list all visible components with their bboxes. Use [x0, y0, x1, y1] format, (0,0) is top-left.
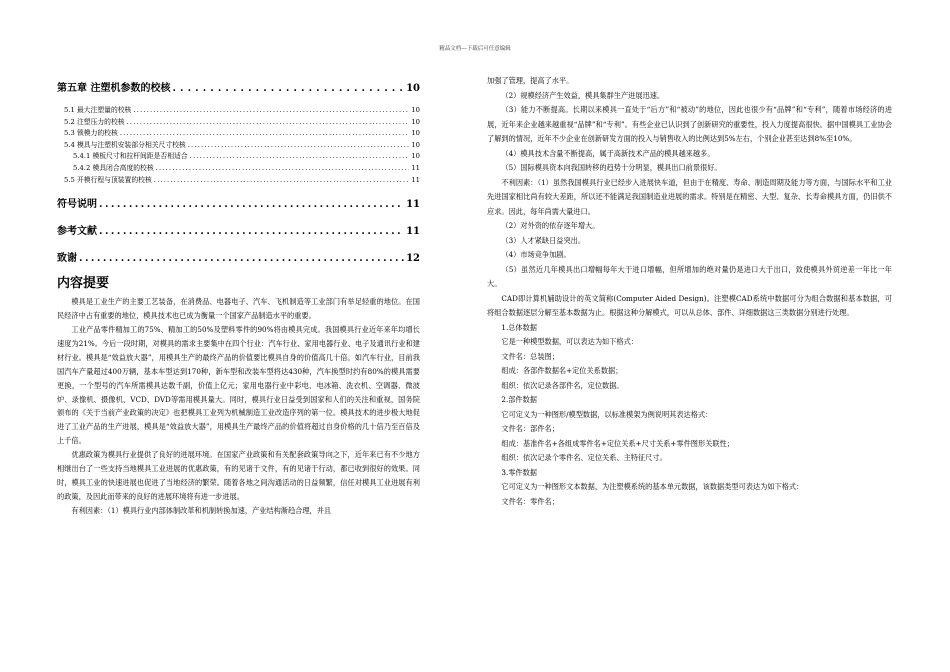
toc-section[interactable] — [57, 174, 420, 186]
body-paragraph: 它是一种模型数据，可以表达为如下格式： — [501, 337, 638, 346]
toc-page: 11 — [406, 199, 420, 211]
body-paragraph: 文件名：零件名； — [501, 496, 559, 506]
body-paragraph: 3.零件数据 — [501, 467, 537, 477]
body-paragraph: 工业产品零件精加工的75%、精加工的50%及塑料零件的90%将由模具完成。我国模具行业近年来年均增长速度为21%。今后一段时期，对模具的需求主要集中在四个行业：汽车行业、家用电器行业、电子及通讯行业和建材行业。模具是“效益放大器”，用模具生产的最终产品的价值要比模具自身的价值高几十倍。如汽车行业，目前我国汽车产量超过400万辆，基本车型达到170种，新车型和改装车型将达430种，汽车换型时约有80%的模具需要更换，一个型号的汽车所需模具达数千副，价值上亿元；家用电器行业中彩电、电冰箱、洗衣机、空调器、微波炉、录像机、摄像机、VCD、DVD等需用模具量大。同时，模具行业日益受到国家和人们的关注和重视，国务院颁布的《关于当前产业政策的决定》也把模具工业列为机械制造工业改造序列的第一位。模具技术的进步极大地促进了工业产品的生产进展，模具是“效益放大器”，用模具生产最终产品的价值将超过自身价格的几十倍乃至百倍及上千倍。 — [57, 324, 420, 446]
toc-title: 5.2 注塑压力的校核 — [64, 117, 125, 126]
toc-title: 5.4.1 模板尺寸和拉杆间距是否相适合 — [73, 152, 188, 161]
toc-leader — [79, 253, 404, 264]
body-paragraph: （5）虽然近几年模具出口增幅每年大于进口增幅，但所增加的绝对量仍是进口大于出口，致使模具外贸逆差一年比一年大。 — [487, 264, 892, 288]
toc-leader — [190, 152, 410, 160]
toc-subsection[interactable] — [57, 162, 420, 174]
left-column — [57, 79, 420, 518]
body-paragraph: 它可定义为一种图形/模型数据，以标准模架为例说明其表达格式： — [501, 409, 713, 419]
toc-references[interactable] — [57, 222, 420, 237]
toc-page: 11 — [411, 175, 420, 184]
toc-title: 参考文献 — [57, 226, 97, 238]
toc-leader — [99, 199, 404, 210]
body-paragraph: 它可定义为一种图形文本数据，为注塑模系统的基本单元数据，该数据类型可表达为如下格式： — [501, 482, 804, 491]
body-paragraph: （2）对外资的依存逐年增大。 — [501, 221, 600, 230]
body-paragraph: 1.总体数据 — [501, 322, 537, 332]
body-paragraph: （2）规模经济产生效益，模具集群生产进展迅速。 — [501, 90, 665, 100]
toc-leader — [156, 164, 410, 172]
toc-page: 11 — [406, 226, 420, 238]
toc-leader — [127, 118, 410, 126]
toc-leader — [133, 106, 409, 114]
page-header: 精品文档---下载后可任意编辑 — [439, 46, 511, 52]
body-paragraph: 组织：依次记录各部件名，定位数据。 — [501, 380, 624, 390]
toc-page: 10 — [411, 140, 420, 149]
body-paragraph: 不利因素：（1）虽然我国模具行业已经步入进展快车道，但由于在精度、寿命、制造周期及能力等方面，与国际水平和工业先进国家相比尚有较大差距，所以还不能满足我国制造业进展的需求。特别是在精密、大型、复杂、长寿命模具方面，仍旧供不应求。因此，每年尚需大量进口。 — [487, 177, 892, 216]
body-paragraph: （4）模具技术含量不断提高，属于高新技术产品的模具越来越多。 — [501, 148, 715, 158]
toc-page: 10 — [411, 117, 420, 126]
toc-leader — [120, 129, 410, 137]
body-paragraph: 文件名：总装图； — [501, 351, 559, 361]
body-paragraph: （5）国际模具资本向我国转移的趋势十分明显，模具出口前景很好。 — [501, 163, 722, 172]
body-paragraph: 文件名：部件名； — [501, 424, 559, 433]
toc-page: 12 — [406, 253, 420, 265]
body-paragraph: 2.部件数据 — [501, 395, 537, 404]
body-paragraph: 组成：各部件数据名+定位关系数据； — [501, 366, 623, 375]
toc-leader — [154, 176, 410, 184]
toc-title: 5.4 模具与注塑机安装部分相关尺寸校核 — [64, 140, 186, 149]
toc-section[interactable] — [57, 116, 420, 128]
toc-title: 5.5 开模行程与顶装置的校核 — [64, 175, 152, 184]
body-paragraph: （4）市场竞争加剧。 — [501, 250, 571, 259]
toc-title: 第五章 注塑机参数的校核 — [57, 83, 171, 94]
toc-title: 5.4.2 模具闭合高度的校核 — [73, 163, 154, 172]
body-paragraph: 有利因素：（1）模具行业内部体制改革和机制转换加速，产业结构渐趋合理，并且 — [71, 505, 332, 515]
body-paragraph: 优惠政策为模具行业提供了良好的进展环境。在国家产业政策和有关配套政策导向之下，近年来已有不少地方相继出台了一些支持当地模具工业进展的优惠政策，有的见诸于文件，有的见诸于行动，都已收到很好的效果。同时，模具工业的快速进展也促进了当地经济的繁荣。随着各地之间沟通活动的日益频繁，信任对模具工业进展有利的政策，及因此而带来的良好的进展环境将有进一步进展。 — [57, 450, 420, 501]
toc-section[interactable] — [57, 104, 420, 116]
toc-symbols[interactable] — [57, 195, 420, 210]
body-paragraph: 模具是工业生产的主要工艺装备，在消费品、电器电子、汽车、飞机制造等工业部门有举足轻重的地位。在国民经济中占有重要的地位，模具技术也已成为衡量一个国家产品制造水平的重要。 — [57, 297, 420, 321]
body-paragraph: 加强了管理，提高了水平。 — [487, 76, 574, 85]
toc-subsection[interactable] — [57, 150, 420, 162]
toc-page: 10 — [406, 83, 420, 94]
summary-heading: 内容提要 — [57, 276, 110, 292]
toc-page: 11 — [411, 163, 420, 172]
toc-title: 符号说明 — [57, 199, 97, 211]
toc-section[interactable] — [57, 127, 420, 139]
toc-thanks[interactable] — [57, 249, 420, 264]
toc-page: 10 — [411, 129, 420, 138]
toc-page: 10 — [411, 152, 420, 161]
toc-chapter-5[interactable] — [57, 79, 420, 94]
toc-leader — [99, 226, 404, 237]
body-paragraph: 组成：基准件名+各组成零件名+定位关系+尺寸关系+零件图形关联性； — [501, 438, 734, 448]
right-column — [487, 74, 892, 509]
body-paragraph: （3）能力不断提高。长期以来模具一直处于“后方”和“被动”的地位，因此也很少有“品牌”和“专利”，随着市场经济的进展，近年来企业越来越重视“品牌”和“专利”。有些企业已认识到了创新研究的重要性，投入力度提高很快。据中国模具工业协会了解到的情况，近年不少企业在创新研发方面的投入与销售收入的比例达到5%左右，个别企业甚至达到8%至10%。 — [487, 105, 892, 143]
toc-title: 致谢 — [57, 253, 77, 265]
toc-title: 5.3 锁模力的校核 — [64, 129, 118, 138]
toc-leader — [188, 141, 410, 149]
toc-leader — [172, 83, 404, 94]
toc-title: 5.1 最大注塑量的校核 — [64, 106, 132, 114]
body-paragraph: 组织：依次记录个零件名、定位关系、主特征尺寸。 — [501, 453, 667, 462]
body-paragraph: （3）人才紧缺日益突出。 — [501, 235, 586, 245]
body-paragraph: CAD即计算机辅助设计的英文简称(Computer Aided Design)。注塑模CAD系统中数据可分为组合数据和基本数据，可将组合数据逐层分解至基本数据为止。根据这种分解模式，可以从总体、部件、详细数据这三类数据分别进行处理。 — [487, 293, 892, 317]
toc-page: 10 — [411, 106, 420, 114]
toc-section[interactable] — [57, 139, 420, 151]
